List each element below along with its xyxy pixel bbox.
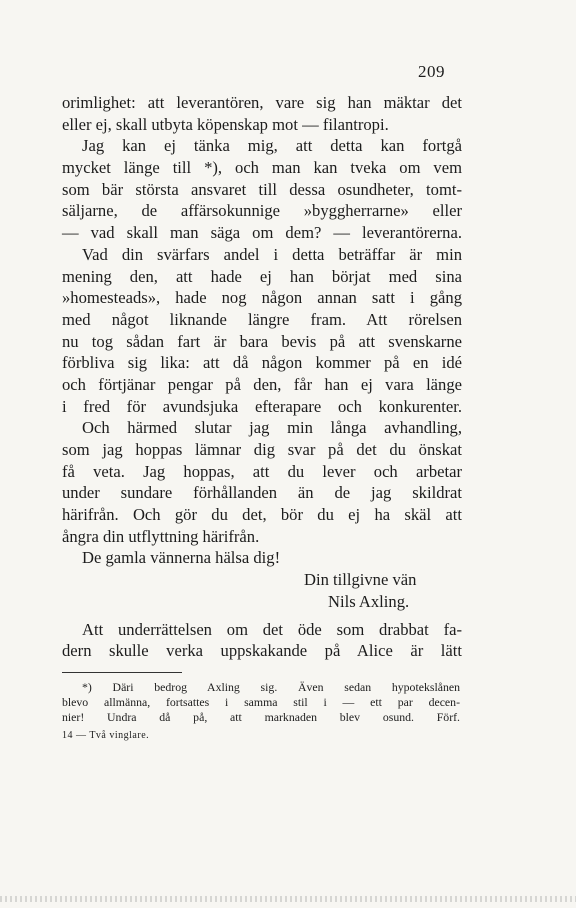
printer-signature-mark: 14 — Två vinglare. bbox=[62, 730, 150, 741]
body-line: Att underrättelsen om det öde som drabbat fa- bbox=[82, 619, 462, 639]
body-line: som bär största ansvaret till dessa osundheter, tomt- bbox=[62, 179, 462, 199]
body-line: Jag kan ej tänka mig, att detta kan fortgå bbox=[82, 136, 462, 156]
body-line: härifrån. Och gör du det, bör du ej ha skäl att bbox=[62, 505, 462, 525]
body-line: mycket länge till *), och man kan tveka om vem bbox=[62, 158, 462, 178]
body-line: förbliva sig lika: att då någon kommer på en idé bbox=[62, 353, 462, 373]
letter-signature: Nils Axling. bbox=[328, 591, 410, 611]
body-line: dern skulle verka uppskakande på Alice är lätt bbox=[62, 641, 462, 661]
body-line: under sundare förhållanden än de jag skildrat bbox=[62, 483, 462, 503]
body-line: mening den, att hade ej han börjat med sina bbox=[62, 266, 462, 286]
body-line: eller ej, skall utbyta köpenskap mot — filantropi. bbox=[62, 114, 389, 134]
body-line: med något liknande längre fram. Att rörelsen bbox=[62, 309, 462, 329]
body-line: — vad skall man säga om dem? — leverantörerna. bbox=[62, 223, 462, 243]
footnote-line: nier! Undra då på, att marknaden blev osund. Förf. bbox=[62, 710, 460, 724]
body-line: orimlighet: att leverantören, vare sig han mäktar det bbox=[62, 93, 462, 112]
body-line: nu tog sådan fart är bara bevis på att svenskarne bbox=[62, 331, 462, 351]
body-line: som jag hoppas lämnar dig svar på det du önskat bbox=[62, 440, 462, 459]
body-line: De gamla vännerna hälsa dig! bbox=[82, 548, 281, 568]
body-line: i fred för avundsjuka efterapare och konkurenter. bbox=[62, 396, 462, 416]
footnote-line: blevo allmänna, fortsattes i samma stil i — ett par decen- bbox=[62, 695, 460, 709]
footnote bbox=[62, 680, 460, 725]
body-line: ångra din utflyttning härifrån. bbox=[62, 526, 260, 546]
footnote-divider bbox=[62, 672, 182, 673]
page-number: 209 bbox=[418, 62, 445, 81]
footnote-line: *) Däri bedrog Axling sig. Även sedan hypotekslånen bbox=[82, 680, 460, 694]
body-line: få veta. Jag hoppas, att du lever och arbetar bbox=[62, 461, 462, 481]
body-line: »homesteads», hade nog någon annan satt i gång bbox=[62, 288, 462, 308]
body-line: Vad din svärfars andel i detta beträffar är min bbox=[82, 244, 462, 264]
body-line: och förtjänar pengar på den, får han ej vara länge bbox=[62, 374, 462, 394]
letter-closing: Din tillgivne vän bbox=[304, 570, 417, 590]
body-text bbox=[62, 92, 462, 662]
body-line: säljarne, de affärsokunnige »byggherrarne» eller bbox=[62, 201, 462, 221]
body-line: Och härmed slutar jag min långa avhandling, bbox=[82, 418, 462, 438]
scan-edge-noise bbox=[0, 896, 576, 902]
